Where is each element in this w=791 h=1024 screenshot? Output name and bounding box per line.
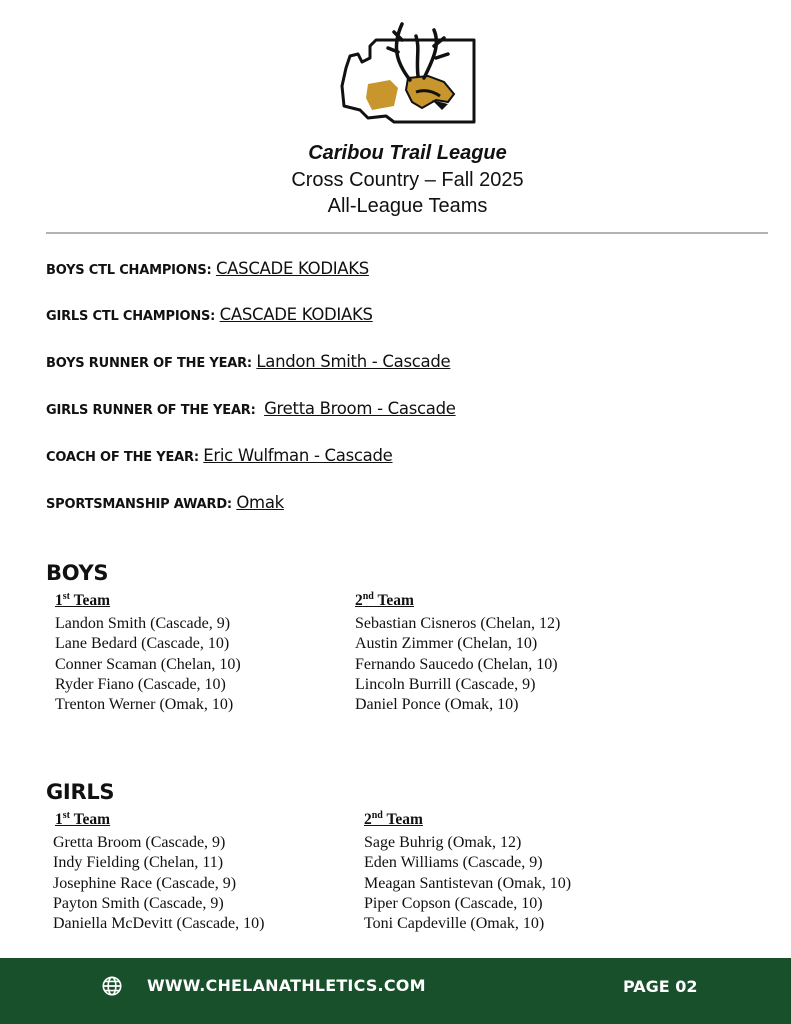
globe-icon — [101, 975, 123, 997]
list-item: Conner Scaman (Chelan, 10) — [55, 655, 241, 673]
caribou-antlers — [388, 24, 448, 80]
list-item: Ryder Fiano (Cascade, 10) — [55, 676, 226, 694]
list-item: Toni Capdeville (Omak, 10) — [364, 915, 545, 933]
award-value: Landon Smith - Cascade — [256, 352, 451, 371]
list-item: Trenton Werner (Omak, 10) — [55, 696, 234, 714]
award-value: CASCADE KODIAKS — [219, 305, 373, 324]
list-item: Sage Buhrig (Omak, 12) — [364, 834, 522, 852]
award-label: GIRLS RUNNER OF THE YEAR: — [46, 403, 256, 418]
award-row — [46, 352, 450, 372]
girls-first-team — [53, 810, 264, 935]
award-label: SPORTSMANSHIP AWARD: — [46, 497, 232, 512]
award-label: BOYS RUNNER OF THE YEAR: — [46, 356, 252, 371]
girls-second-team — [364, 810, 571, 935]
award-label: GIRLS CTL CHAMPIONS: — [46, 309, 216, 324]
caribou-trail-league-logo — [336, 18, 480, 130]
list-item: Fernando Saucedo (Chelan, 10) — [355, 655, 558, 673]
award-row — [46, 446, 393, 466]
team-heading: 1st Team — [55, 810, 111, 829]
award-value: CASCADE KODIAKS — [215, 259, 369, 278]
page-title: All-League Teams — [327, 195, 488, 217]
team-heading: 2nd Team — [355, 591, 414, 610]
boys-first-team — [55, 591, 241, 716]
boys-second-team — [355, 591, 560, 716]
award-value: Gretta Broom - Cascade — [264, 399, 456, 418]
award-row — [46, 305, 373, 325]
list-item: Daniel Ponce (Omak, 10) — [355, 696, 519, 714]
list-item: Lincoln Burrill (Cascade, 9) — [355, 676, 536, 694]
award-row — [46, 259, 369, 279]
caribou-body — [366, 80, 398, 110]
list-item: Austin Zimmer (Chelan, 10) — [355, 635, 538, 653]
award-label: COACH OF THE YEAR: — [46, 450, 199, 465]
award-label: BOYS CTL CHAMPIONS: — [46, 263, 212, 278]
list-item: Piper Copson (Cascade, 10) — [364, 895, 543, 913]
list-item: Indy Fielding (Chelan, 11) — [53, 854, 224, 872]
page-number: PAGE 02 — [623, 977, 698, 996]
league-name: Caribou Trail League — [308, 142, 507, 164]
girls-heading: GIRLS — [46, 780, 115, 804]
footer-bar — [0, 958, 791, 1024]
list-item: Daniella McDevitt (Cascade, 10) — [53, 915, 265, 933]
award-row — [46, 493, 284, 513]
website-link[interactable]: WWW.CHELANATHLETICS.COM — [147, 976, 426, 995]
list-item: Landon Smith (Cascade, 9) — [55, 615, 231, 633]
list-item: Lane Bedard (Cascade, 10) — [55, 635, 230, 653]
award-value: Eric Wulfman - Cascade — [203, 446, 393, 465]
list-item: Meagan Santistevan (Omak, 10) — [364, 874, 572, 892]
list-item: Gretta Broom (Cascade, 9) — [53, 834, 226, 852]
list-item: Payton Smith (Cascade, 9) — [53, 895, 224, 913]
sport-season: Cross Country – Fall 2025 — [291, 169, 524, 191]
award-value: Omak — [236, 493, 284, 512]
boys-heading: BOYS — [46, 561, 109, 585]
team-heading: 1st Team — [55, 591, 111, 610]
team-heading: 2nd Team — [364, 810, 423, 829]
list-item: Eden Williams (Cascade, 9) — [364, 854, 543, 872]
list-item: Josephine Race (Cascade, 9) — [53, 874, 237, 892]
list-item: Sebastian Cisneros (Chelan, 12) — [355, 615, 561, 633]
award-row — [46, 399, 456, 419]
divider — [46, 232, 768, 234]
